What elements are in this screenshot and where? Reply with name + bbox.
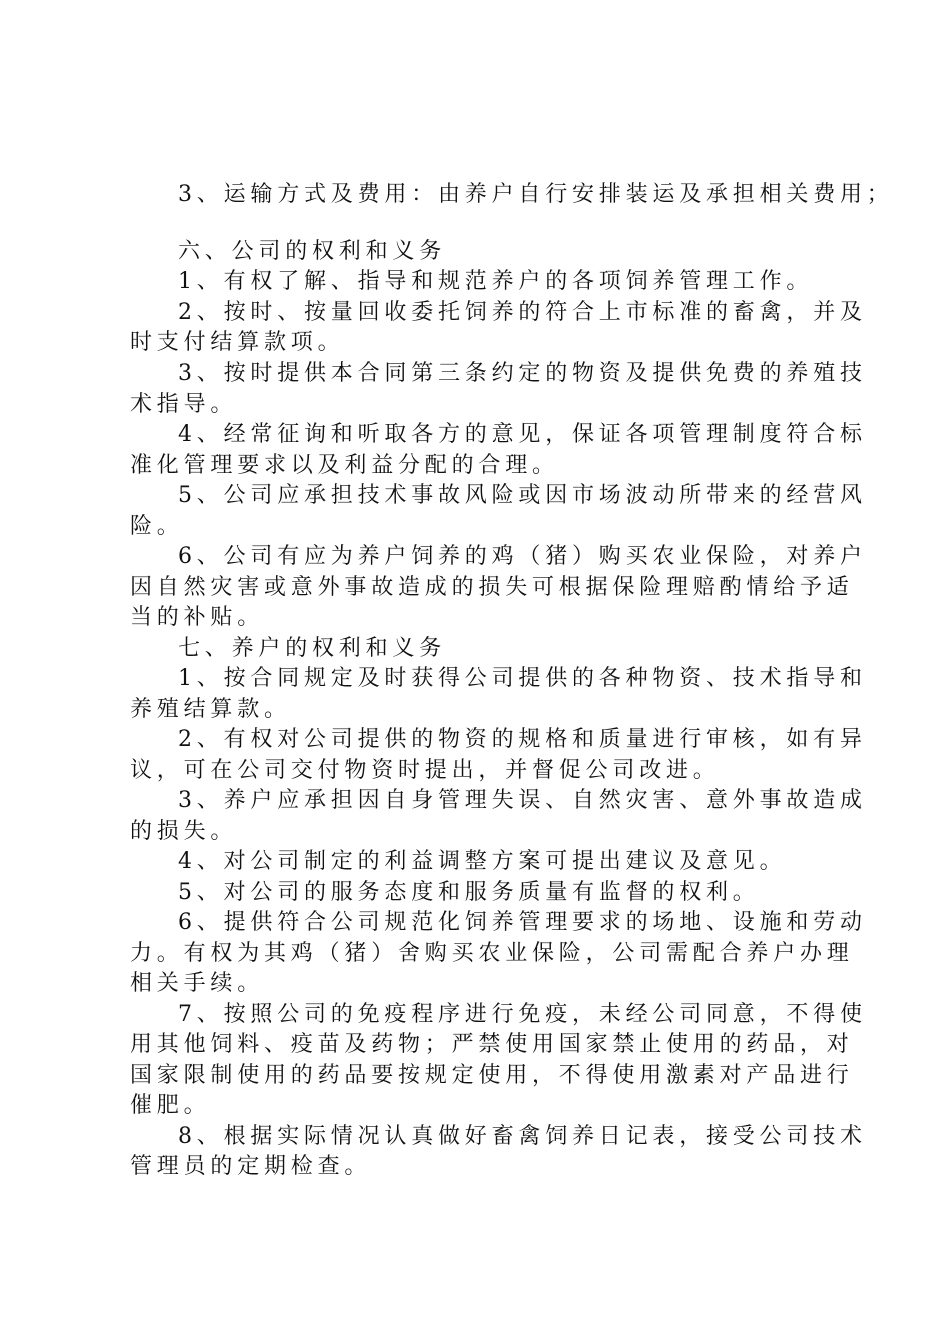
text-line: 养殖结算款。 bbox=[130, 697, 291, 722]
text-line: 因自然灾害或意外事故造成的损失可根据保险理赔酌情给予适 bbox=[130, 575, 854, 600]
text-line: 术指导。 bbox=[130, 392, 238, 417]
text-line: 催肥。 bbox=[130, 1093, 211, 1118]
text-line: 6、公司有应为养户饲养的鸡（猪）购买农业保险，对养户 bbox=[178, 544, 867, 569]
text-line: 8、根据实际情况认真做好畜禽饲养日记表，接受公司技术 bbox=[178, 1124, 867, 1149]
text-line: 国家限制使用的药品要按规定使用，不得使用激素对产品进行 bbox=[130, 1063, 854, 1088]
text-line: 2、有权对公司提供的物资的规格和质量进行审核，如有异 bbox=[178, 727, 867, 752]
text-line: 1、有权了解、指导和规范养户的各项饲养管理工作。 bbox=[178, 269, 814, 294]
section-heading: 七、养户的权利和义务 bbox=[178, 636, 447, 661]
text-line: 4、经常征询和听取各方的意见，保证各项管理制度符合标 bbox=[178, 422, 867, 447]
text-line: 力。有权为其鸡（猪）舍购买农业保险，公司需配合养户办理 bbox=[130, 941, 854, 966]
text-line: 3、运输方式及费用：由养户自行安排装运及承担相关费用； bbox=[178, 182, 894, 207]
text-line: 议，可在公司交付物资时提出，并督促公司改进。 bbox=[130, 758, 720, 783]
section-heading: 六、公司的权利和义务 bbox=[178, 239, 447, 264]
text-line: 1、按合同规定及时获得公司提供的各种物资、技术指导和 bbox=[178, 666, 867, 691]
text-line: 的损失。 bbox=[130, 819, 238, 844]
text-line: 7、按照公司的免疫程序进行免疫，未经公司同意，不得使 bbox=[178, 1002, 867, 1027]
text-line: 用其他饲料、疫苗及药物；严禁使用国家禁止使用的药品，对 bbox=[130, 1032, 854, 1057]
text-line: 准化管理要求以及利益分配的合理。 bbox=[130, 453, 559, 478]
text-line: 险。 bbox=[130, 514, 184, 539]
text-line: 相关手续。 bbox=[130, 971, 265, 996]
text-line: 3、养户应承担因自身管理失误、自然灾害、意外事故造成 bbox=[178, 788, 867, 813]
text-line: 6、提供符合公司规范化饲养管理要求的场地、设施和劳动 bbox=[178, 910, 867, 935]
text-line: 管理员的定期检查。 bbox=[130, 1154, 372, 1179]
text-line: 3、按时提供本合同第三条约定的物资及提供免费的养殖技 bbox=[178, 361, 867, 386]
text-line: 5、公司应承担技术事故风险或因市场波动所带来的经营风 bbox=[178, 483, 867, 508]
text-line: 5、对公司的服务态度和服务质量有监督的权利。 bbox=[178, 880, 760, 905]
text-line: 当的补贴。 bbox=[130, 605, 265, 630]
text-line: 时支付结算款项。 bbox=[130, 330, 345, 355]
text-line: 2、按时、按量回收委托饲养的符合上市标准的畜禽，并及 bbox=[178, 300, 867, 325]
text-line: 4、对公司制定的利益调整方案可提出建议及意见。 bbox=[178, 849, 787, 874]
